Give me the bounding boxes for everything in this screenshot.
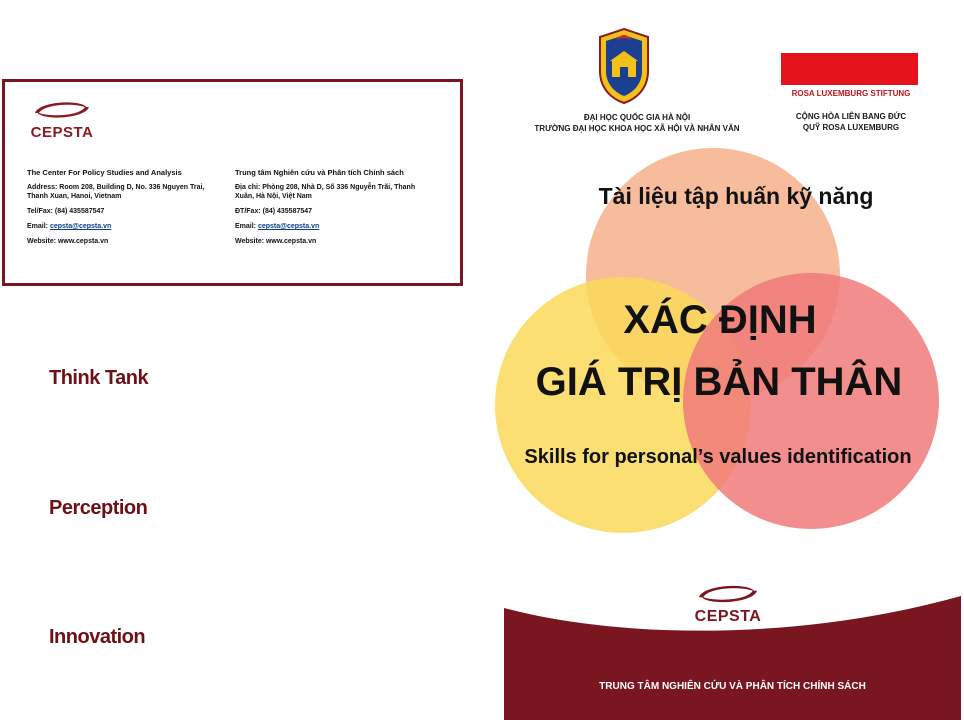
org-name-vi: Trung tâm Nghiên cứu và Phân tích Chính sách: [235, 168, 404, 177]
university-emblem-icon: [594, 27, 654, 105]
address-en: Address: Room 208, Building D, No. 336 Nguyen Trai, Thanh Xuan, Hanoi, Vietnam: [27, 184, 205, 200]
cover-title-line-2: GIÁ TRỊ BẢN THÂN: [535, 360, 903, 404]
rosa-luxemburg-logo: [781, 53, 918, 85]
rosa-caption: [770, 111, 932, 133]
email-vi: [235, 222, 431, 231]
university-caption-line-1: ĐẠI HỌC QUỐC GIA HÀ NỘI: [583, 113, 691, 122]
rosa-caption-line-2: QUỸ ROSA LUXEMBURG: [802, 123, 900, 132]
rosa-luxemburg-name: ROSA LUXEMBURG STIFTUNG: [791, 89, 911, 98]
email-label-vi: Email:: [235, 223, 257, 230]
email-label-en: Email:: [27, 223, 49, 230]
cover-title-line-1: XÁC ĐỊNH: [623, 298, 817, 342]
university-emblem: [594, 27, 654, 105]
cepsta-swoosh-icon: [27, 97, 97, 123]
telfax-en: Tel/Fax: (84) 435587547: [27, 208, 105, 215]
email-en: [27, 222, 223, 231]
website-en[interactable]: Website: www.cepsta.vn: [27, 238, 109, 245]
cover-subtitle-en: Skills for personal’s values identification: [524, 446, 912, 468]
cepsta-logo-text: CEPSTA: [30, 124, 94, 141]
footer-text: TRUNG TÂM NGHIÊN CỨU VÀ PHÂN TÍCH CHÍNH SÁCH: [599, 681, 866, 692]
cover-subtitle-top: Tài liệu tập huấn kỹ năng: [598, 183, 874, 209]
university-caption: [512, 112, 762, 134]
email-link-en[interactable]: cepsta@cepsta.vn: [49, 223, 112, 230]
footer-cepsta-logo: [688, 580, 768, 626]
email-link-vi[interactable]: cepsta@cepsta.vn: [257, 223, 320, 230]
website-vi[interactable]: Website: www.cepsta.vn: [235, 238, 317, 245]
tagline-innovation: Innovation: [49, 626, 146, 648]
university-caption-line-2: TRƯỜNG ĐẠI HỌC KHOA HỌC XÃ HỘI VÀ NHÂN VĂN: [534, 124, 740, 133]
telfax-vi: ĐT/Fax: (84) 435587547: [235, 208, 313, 215]
org-name-en: The Center For Policy Studies and Analysis: [27, 168, 182, 177]
rosa-caption-line-1: CỘNG HÒA LIÊN BANG ĐỨC: [795, 112, 907, 121]
footer-cepsta-logo-text: CEPSTA: [694, 608, 762, 625]
tagline-perception: Perception: [49, 497, 148, 519]
address-vi: Địa chỉ: Phòng 208, Nhà D, Số 336 Nguyễn Trãi, Thanh Xuân, Hà Nội, Việt Nam: [235, 184, 416, 200]
cepsta-logo: [27, 97, 97, 141]
contact-card: [2, 79, 463, 286]
footer-cepsta-swoosh-icon: [688, 580, 768, 608]
contact-column-en: [27, 168, 223, 252]
tagline-think-tank: Think Tank: [49, 367, 149, 389]
contact-column-vi: [235, 168, 431, 252]
